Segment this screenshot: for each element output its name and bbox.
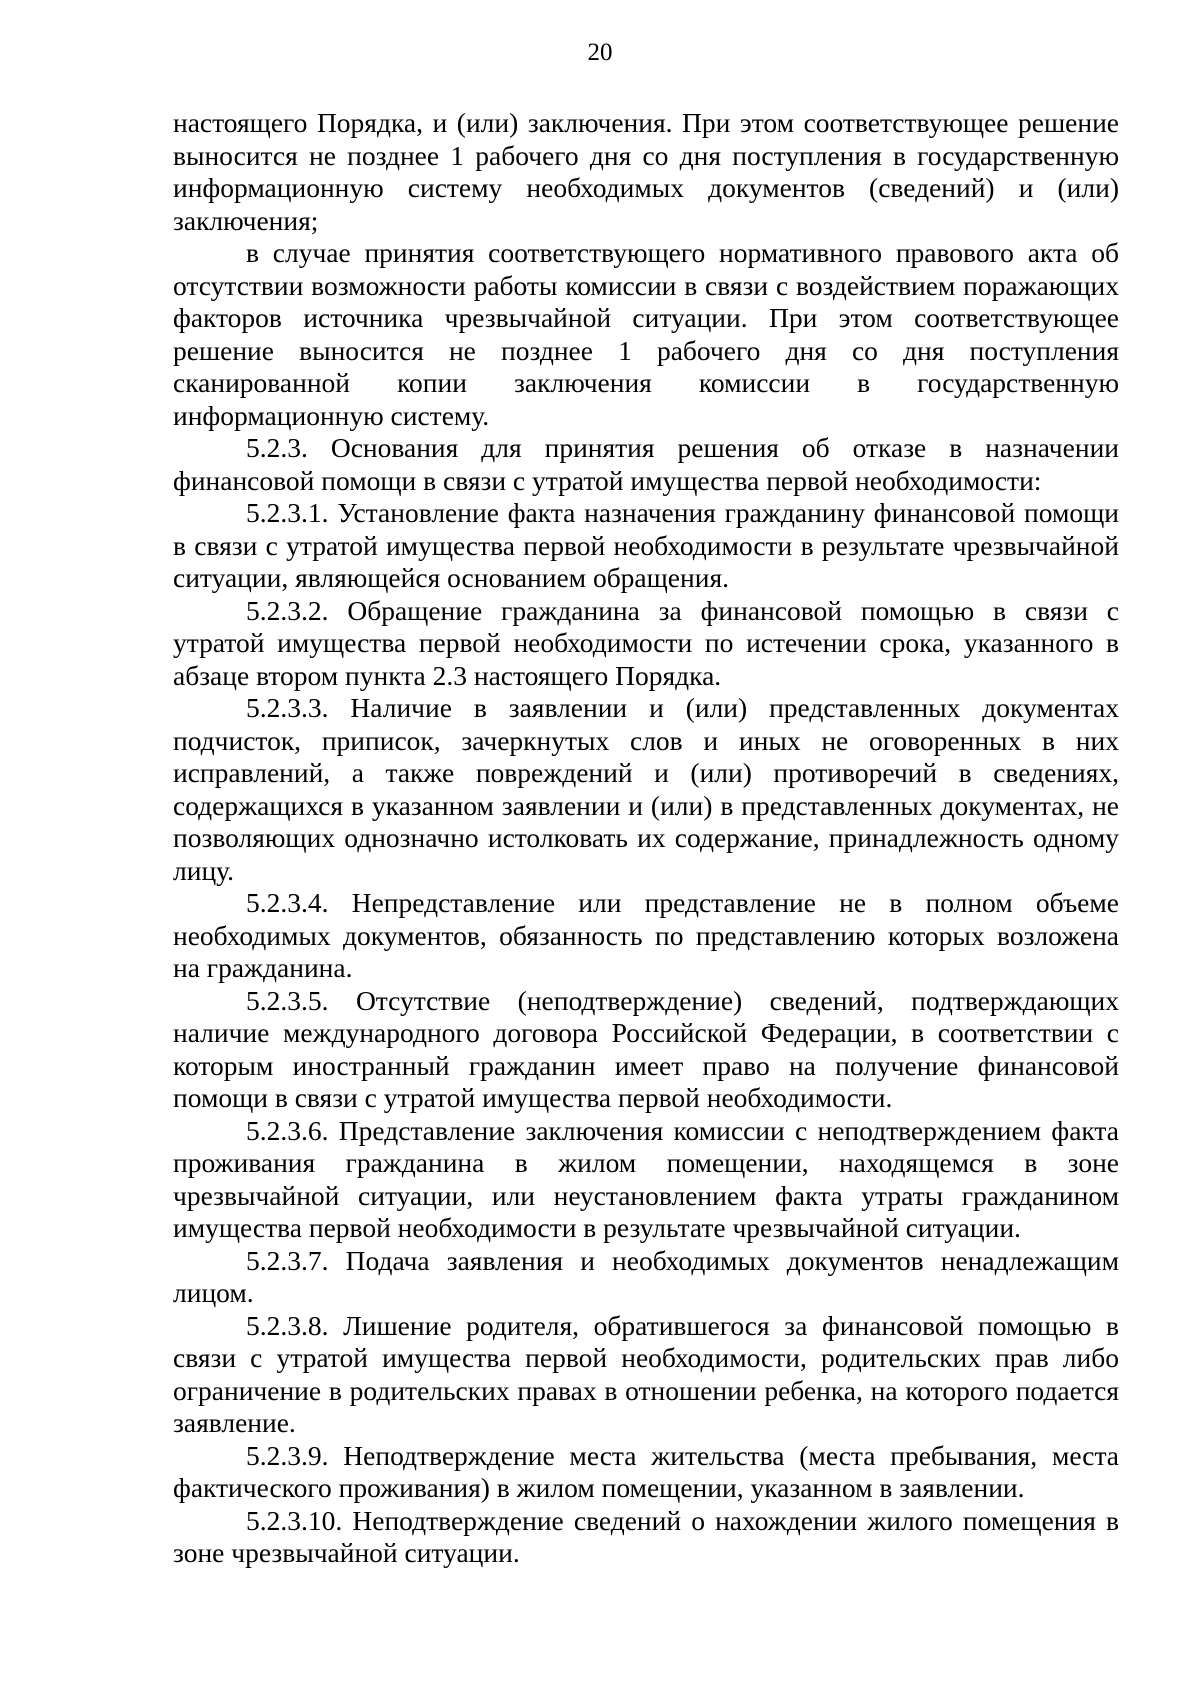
clause-5-2-3 [173, 432, 1119, 497]
clause-number: 5.2.3.9. [246, 1439, 329, 1471]
paragraph-text: настоящего Порядка, и (или) заключения. При этом соответствующее решение выносится не позднее 1 рабочего дня со дня поступления в государственную информационную систему необходимых документов (сведений) и (или) заключения; [173, 107, 1119, 236]
clause-text: Обращение гражданина за финансовой помощью в связи с утратой имущества первой необходимости по истечении срока, указанного в абзаце втором пункта 2.3 настоящего Порядка. [173, 594, 1120, 691]
paragraph-text: в случае принятия соответствующего нормативного правового акта об отсутствии возможности работы комиссии в связи с воздействием поражающих факторов источника чрезвычайной ситуации. При этом соответствующее решение выносится не позднее 1 рабочего дня со дня поступления сканированной копии заключения комиссии в государственную информационную систему. [173, 237, 1119, 431]
clause-text: Подача заявления и необходимых документов ненадлежащим лицом. [173, 1244, 1120, 1308]
clause-number: 5.2.3.2. [246, 594, 329, 626]
clause-text: Представление заключения комиссии с неподтверждением факта проживания гражданина в жилом помещении, находящемся в зоне чрезвычайной ситуации, или неустановлением факта утраты гражданином имущества первой необходимости в результате чрезвычайной ситуации. [173, 1114, 1119, 1243]
clause-number: 5.2.3. [246, 432, 308, 463]
clause-number: 5.2.3.3. [246, 692, 329, 723]
clause-5-2-3-5 [173, 985, 1119, 1115]
clause-text: Неподтверждение места жительства (места пребывания, места фактического проживания) в жилом помещении, указанном в заявлении. [173, 1439, 1120, 1503]
clause-5-2-3-9 [173, 1440, 1119, 1505]
clause-number: 5.2.3.6. [246, 1114, 329, 1146]
clause-number: 5.2.3.8. [246, 1309, 329, 1341]
clause-5-2-3-8 [173, 1310, 1119, 1440]
clause-number: 5.2.3.1. [246, 497, 329, 528]
clause-number: 5.2.3.4. [246, 887, 329, 918]
page-number: 20 [587, 39, 613, 66]
clause-5-2-3-7 [173, 1245, 1119, 1310]
clause-5-2-3-2 [173, 595, 1119, 693]
clause-number: 5.2.3.7. [246, 1244, 329, 1276]
document-body [173, 107, 1119, 1570]
clause-5-2-3-3 [173, 692, 1119, 887]
clause-text: Отсутствие (неподтверждение) сведений, подтверждающих наличие международного договора Российской Федерации, в соответствии с которым иностранный гражданин имеет право на получение финансовой помощи в связи с утратой имущества первой необходимости. [173, 984, 1119, 1113]
clause-text: Непредставление или представление не в полном объеме необходимых документов, обязанность по представлению которых возложена на гражданина. [173, 887, 1119, 983]
clause-text: Наличие в заявлении и (или) представленных документах подчисток, приписок, зачеркнутых слов и иных не оговоренных в них исправлений, а также повреждений и (или) противоречий в сведениях, содержащихся в указанном заявлении и (или) в представленных документах, не позволяющих однозначно истолковать их содержание, принадлежность одному лицу. [173, 692, 1120, 886]
clause-number: 5.2.3.5. [246, 984, 329, 1016]
clause-number: 5.2.3.10. [246, 1504, 343, 1536]
clause-text: Основания для принятия решения об отказе в назначении финансовой помощи в связи с утратой имущества первой необходимости: [173, 432, 1119, 496]
clause-text: Лишение родителя, обратившегося за финансовой помощью в связи с утратой имущества первой необходимости, родительских прав либо ограничение в родительских правах в отношении ребенка, на которого подается заявление. [173, 1309, 1119, 1438]
clause-5-2-3-10 [173, 1505, 1119, 1570]
paragraph-continuation [173, 107, 1119, 237]
clause-5-2-3-6 [173, 1115, 1119, 1245]
clause-5-2-3-1 [173, 497, 1119, 595]
clause-text: Неподтверждение сведений о нахождении жилого помещения в зоне чрезвычайной ситуации. [173, 1504, 1119, 1568]
paragraph-emergency-case [173, 237, 1119, 432]
clause-5-2-3-4 [173, 887, 1119, 985]
clause-text: Установление факта назначения гражданину финансовой помощи в связи с утратой имущества первой необходимости в результате чрезвычайной ситуации, являющейся основанием обращения. [173, 497, 1119, 593]
